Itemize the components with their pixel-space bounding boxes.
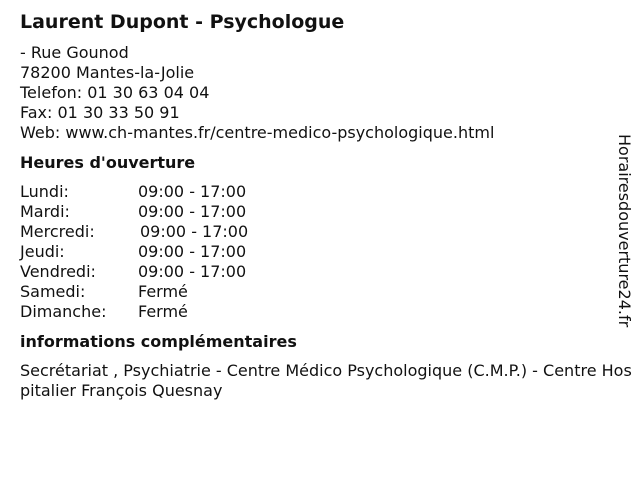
hours-row-friday bbox=[20, 262, 610, 282]
day-label: Jeudi: bbox=[20, 242, 65, 261]
day-label: Dimanche: bbox=[20, 302, 107, 321]
time-value: 09:00 - 17:00 bbox=[140, 222, 249, 241]
hours-row-tuesday bbox=[20, 202, 610, 222]
hours-row-sunday bbox=[20, 302, 610, 322]
day-label: Mercredi: bbox=[20, 222, 95, 241]
postal-city: 78200 Mantes-la-Jolie bbox=[20, 63, 195, 82]
time-value: 09:00 - 17:00 bbox=[138, 242, 247, 261]
time-value: 09:00 - 17:00 bbox=[138, 182, 247, 201]
hours-row-wednesday bbox=[20, 222, 610, 242]
hours-row-monday bbox=[20, 182, 610, 202]
fax-line bbox=[20, 103, 610, 123]
time-value: Fermé bbox=[138, 302, 188, 321]
time-value: 09:00 - 17:00 bbox=[138, 202, 247, 221]
additional-information-heading: informations complémentaires bbox=[20, 332, 297, 351]
street-address: - Rue Gounod bbox=[20, 43, 129, 62]
day-label: Lundi: bbox=[20, 182, 69, 201]
fax-number: 01 30 33 50 91 bbox=[57, 103, 180, 122]
day-label: Vendredi: bbox=[20, 262, 96, 281]
phone-line bbox=[20, 83, 610, 103]
time-value: 09:00 - 17:00 bbox=[138, 262, 247, 281]
contact-block bbox=[20, 43, 610, 143]
opening-hours-section bbox=[20, 153, 610, 322]
day-label: Samedi: bbox=[20, 282, 86, 301]
day-label: Mardi: bbox=[20, 202, 70, 221]
additional-information-text: Secrétariat , Psychiatrie - Centre Médico Psychologique (C.M.P.) - Centre Hospitalier François Quesnay bbox=[20, 361, 632, 400]
additional-information-section bbox=[20, 332, 632, 401]
website-label: Web: bbox=[20, 123, 61, 142]
opening-hours-heading: Heures d'ouverture bbox=[20, 153, 196, 172]
site-watermark: Horairesdouverture24.fr bbox=[615, 134, 634, 328]
website-link[interactable]: www.ch-mantes.fr/centre-medico-psychologique.html bbox=[65, 123, 495, 142]
phone-number[interactable]: 01 30 63 04 04 bbox=[87, 83, 210, 102]
hours-row-thursday bbox=[20, 242, 610, 262]
phone-label: Telefon: bbox=[20, 83, 83, 102]
hours-row-saturday bbox=[20, 282, 610, 302]
website-line bbox=[20, 123, 610, 143]
business-name: Laurent Dupont - Psychologue bbox=[20, 11, 345, 33]
fax-label: Fax: bbox=[20, 103, 53, 122]
time-value: Fermé bbox=[138, 282, 188, 301]
